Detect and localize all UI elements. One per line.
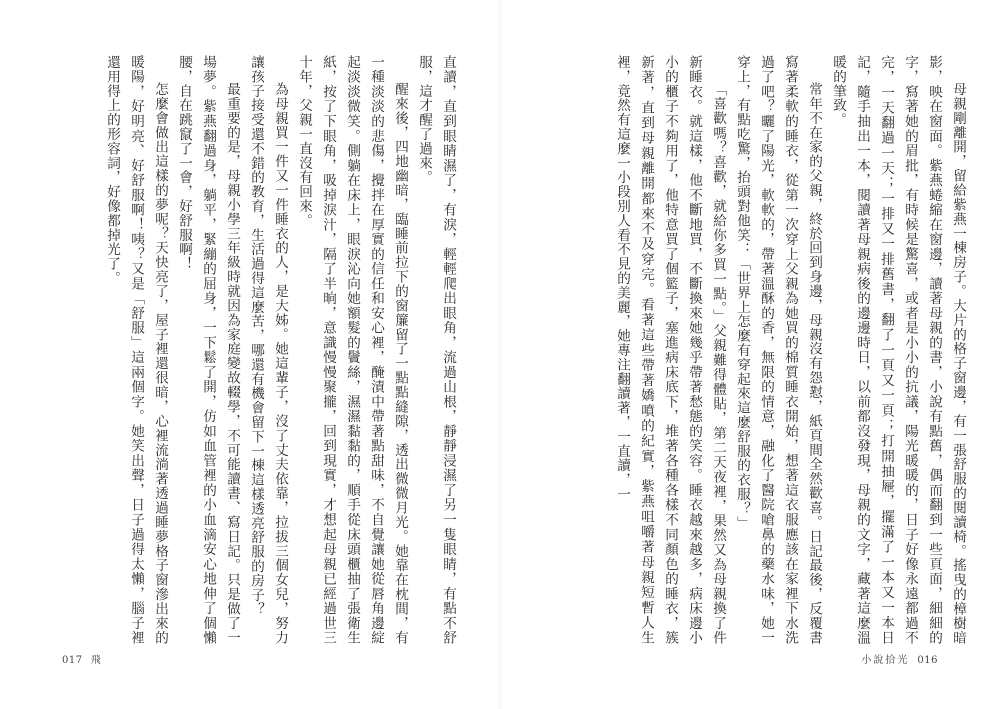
left-page-text xyxy=(52,55,460,645)
right-page-text xyxy=(562,55,970,645)
paragraph: 怎麼會做出這樣的夢呢？天快亮了，屋子裡還很暗，心裡流淌著透過睡夢格子窗滲出來的暖陽，好明亮、好舒服啊！咦？又是「舒服」這兩個字。她笑出聲，日子過得太懶，腦子裡還用得上的形容詞，好像都掉光了。 xyxy=(104,55,168,645)
paragraph: 醒來後，四地幽暗，臨睡前拉下的窗簾留了一點點縫隙，透出微微月光。她靠在枕間，有一種淡淡的悲傷，攪拌在厚實的信任和安心裡，醃漬中帶著點甜味，不自覺讓她從唇角邊綻起淡淡微笑。側躺在床上，眼淚沁向她額髮的鬢絲，濕濕黏黏的，順手從床頭櫃抽了張衛生紙，按了下眼角，吸掉淚汁，隔了半晌，意識慢慢聚攏，回到現實，才想起母親已經過世三十年，父親一直沒有回來。 xyxy=(296,55,408,645)
paragraph: 為母親買一件又一件睡衣的人，是大姊。她這輩子，沒了丈夫依靠，拉拔三個女兒，努力讓孩子接受還不錯的教育，生活過得這麼苦，哪還有機會留下一棟這樣透亮舒服的房子？ xyxy=(248,55,288,645)
paragraph: 「喜歡嗎？喜歡，就給你多買一點。」父親難得體貼，第二天夜裡，果然又為母親換了件新睡衣。就這樣，他不斷地買，不斷換來她幾乎帶著愁態的笑容。睡衣越來越多，病床邊小小的櫃子不夠用了，他特意買了個籃子，塞進病床底下，堆著各種各樣不同顏色的睡衣，簇新著，直到母親離開都來不及穿完。看著這些帶著嬌噴的紀實，紫燕咀嚼著母親短暫人生裡，竟然有這麼一小段別人看不見的美麗，她專注翻讀著，一直讀，一 xyxy=(614,55,726,645)
page-number: 017 xyxy=(62,655,83,666)
right-page-footer xyxy=(861,651,938,666)
paragraph: 直讀，直到眼睛濕了，有淚，輕輕爬出眼角，流過山根，靜靜浸濕了另一隻眼睛，有點不舒服，這才醒了過來。 xyxy=(416,55,456,645)
page-number: 016 xyxy=(917,655,938,666)
paragraph: 最重要的是，母親小學三年級時就因為家庭變故輟學，不可能讀書、寫日記。只是做了一場夢。紫燕翻過身，躺平，緊繃的屈身，一下鬆了開，仿如血管裡的小血滴安心地伸了個懶腰，自在跳竄了一會，好舒服啊！ xyxy=(176,55,240,645)
paragraph: 常年不在家的父親，終於回到身邊，母親沒有怨懟，紙頁間全然歡喜。日記最後，反覆書寫著柔軟的睡衣，從第一次穿上父親為她買的棉質睡衣開始，想著這衣服應該在家裡下水洗過了吧？曬了陽光，軟軟的，帶著溫酥的香，無限的情意，融化了醫院嗆鼻的藥水味，她一穿上，有點吃驚，抬頭對他笑：「世界上怎麼有穿起來這麼舒服的衣服？」 xyxy=(734,55,822,645)
right-page xyxy=(500,0,1000,709)
chapter-title: 飛 xyxy=(90,655,103,666)
book-title: 小說拾光 xyxy=(861,655,910,666)
paragraph: 母親剛離開，留給紫燕一棟房子。大片的格子窗邊，有一張舒服的閱讀椅。搖曳的樟樹暗影，映在窗面。紫燕蜷縮在窗邊，讀著母親的書，小說有點舊，偶而翻到一些頁面，細細的字，寫著她的眉批，有時候是驚喜，或者是小小的抗議，陽光暖暖的，日子好像永遠都過不完，一天翻過一天；一排又一排舊書，翻了一頁又一頁；打開抽屜，擺滿了一本又一本日記，隨手抽出一本，閱讀著母親病後的邊邊時日，以前都沒發現，母親的文字，藏著這麼溫暖的筆致。 xyxy=(830,55,966,645)
left-page-footer xyxy=(62,651,103,666)
